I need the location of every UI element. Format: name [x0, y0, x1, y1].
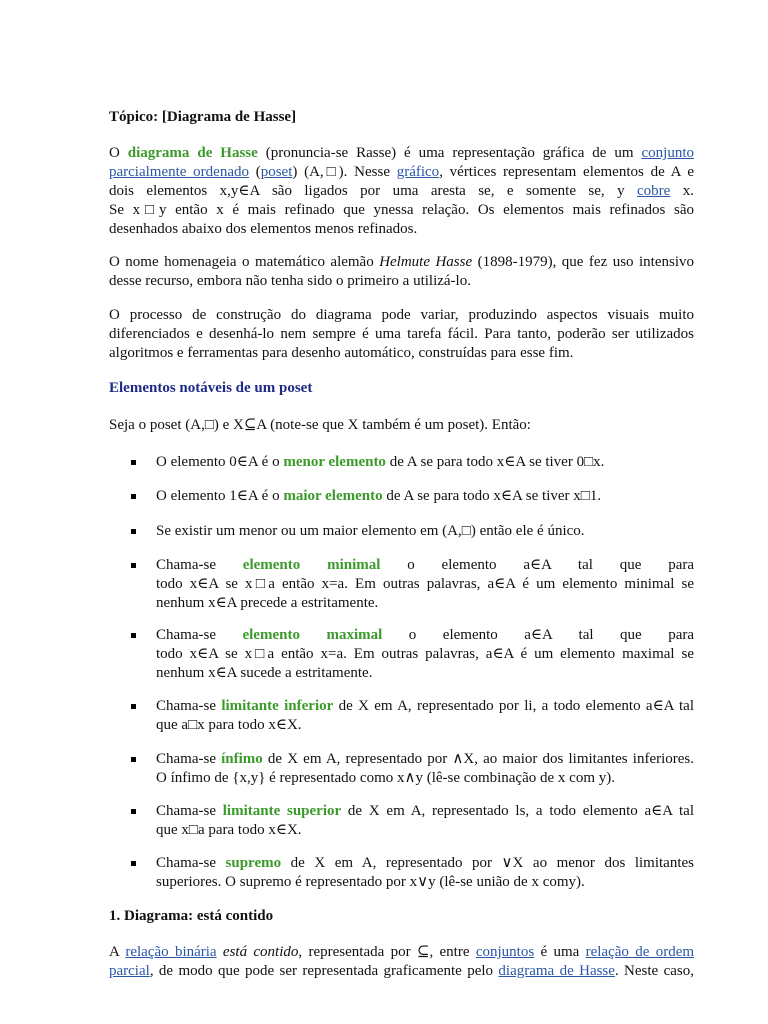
- bullet-icon: [131, 529, 136, 534]
- paragraph-text: O nome homenageia o matemático alemão: [109, 254, 380, 270]
- paragraph-line: [109, 253, 694, 272]
- list-item-line: [156, 594, 694, 613]
- paragraph-text: de X em A, representado ls, a todo elemento a∈A tal: [341, 803, 695, 819]
- list-item-text: [156, 626, 694, 683]
- bullet-icon: [131, 861, 136, 866]
- paragraph-text: Chama-se: [156, 698, 222, 714]
- link-relacao-de-ordem-parcial[interactable]: relação de ordem: [585, 944, 695, 960]
- paragraph-text: , de modo que pode ser representada graficamente pelo: [149, 963, 499, 979]
- paragraph-text: todo x∈A se x□a então x=a. Em outras palavras, a∈A é um elemento minimal se: [156, 576, 694, 592]
- paragraph-text: dois elementos x,y∈A são ligados por uma aresta se, e somente se, y: [109, 183, 638, 199]
- paragraph-line: [109, 962, 694, 981]
- bullet-icon: [131, 704, 136, 709]
- bullet-icon: [131, 633, 136, 638]
- list-item-text: [156, 453, 694, 472]
- paragraph-text: O ínfimo de {x,y} é representado como x∧y (lê-se combinação de x com y).: [156, 770, 615, 786]
- paragraph-text: todo x∈A se x□a então x=a. Em outras palavras, a∈A é um elemento maximal se: [156, 646, 694, 662]
- term-limitante-inferior: limitante inferior: [221, 698, 334, 714]
- paragraph-history: [109, 253, 694, 291]
- bullet-icon: [131, 563, 136, 568]
- term-elemento-maximal: elemento maximal: [242, 627, 383, 643]
- list-item-text: [156, 802, 694, 840]
- bullet-icon: [131, 757, 136, 762]
- page-title: [109, 108, 694, 127]
- list-item: [109, 802, 694, 840]
- paragraph-text: superiores. O supremo é representado por x∨y (lê-se união de x comy).: [156, 874, 585, 890]
- paragraph-text: de A se para todo x∈A se tiver x□1.: [382, 488, 602, 504]
- page-title-text: Tópico: [Diagrama de Hasse]: [109, 109, 297, 125]
- paragraph-line: [109, 344, 694, 363]
- paragraph-text: , vértices representam elementos de A e: [439, 164, 695, 180]
- paragraph-text: ) (A,□). Nesse: [292, 164, 397, 180]
- list-item-line: [156, 750, 694, 769]
- paragraph-text: de X em A, representado por li, a todo elemento a∈A tal: [333, 698, 695, 714]
- paragraph-line: [109, 943, 694, 962]
- term-supremo: supremo: [225, 855, 282, 871]
- bullet-icon: [131, 460, 136, 465]
- list-item-line: [156, 487, 694, 506]
- paragraph-text: nenhum x∈A precede a estritamente.: [156, 595, 379, 611]
- link-conjuntos[interactable]: conjuntos: [475, 944, 535, 960]
- paragraph-line: [109, 182, 694, 201]
- list-item: [109, 522, 694, 541]
- link-conjunto-parcialmente-ordenado[interactable]: conjunto: [641, 145, 694, 161]
- paragraph-text: O processo de construção do diagrama pode variar, produzindo aspectos visuais muito: [109, 307, 694, 323]
- term-menor-elemento: menor elemento: [283, 454, 386, 470]
- paragraph-closing: [109, 943, 694, 981]
- term-infimo: ínfimo: [221, 751, 263, 767]
- paragraph-text: Se existir um menor ou um maior elemento em (A,□) então ele é único.: [156, 523, 585, 539]
- section-heading-elementos-notaveis: [109, 379, 694, 398]
- paragraph-text: (pronuncia-se Rasse) é uma representação gráfica de um: [257, 145, 642, 161]
- section-heading-diagrama-esta-contido: [109, 907, 694, 926]
- paragraph-line: [109, 144, 694, 163]
- paragraph-text: desse recurso, embora não tenha sido o primeiro a utilizá-lo.: [109, 273, 471, 289]
- list-item-line: [156, 626, 694, 645]
- list-item-text: [156, 697, 694, 735]
- paragraph-text: Se x□y então x é mais refinado que ynessa relação. Os elementos mais refinados são: [109, 202, 694, 218]
- list-item-line: [156, 821, 694, 840]
- bullet-icon: [131, 494, 136, 499]
- paragraph-text: nenhum x∈A sucede a estritamente.: [156, 665, 373, 681]
- section-heading-text: 1. Diagrama: está contido: [109, 908, 274, 924]
- list-item-line: [156, 522, 694, 541]
- list-item: [109, 487, 694, 506]
- paragraph-text: O elemento 1∈A é o: [156, 488, 284, 504]
- list-item-text: [156, 522, 694, 541]
- paragraph-text: de X em A, representado por ∨X ao menor dos limitantes: [281, 855, 694, 871]
- section-heading-text: Elementos notáveis de um poset: [109, 380, 313, 396]
- link-poset[interactable]: poset: [260, 164, 293, 180]
- paragraph-construction: [109, 306, 694, 363]
- term-elemento-minimal: elemento minimal: [242, 557, 381, 573]
- paragraph-text: x.: [670, 183, 695, 199]
- paragraph-line: [109, 325, 694, 344]
- paragraph-intro: [109, 144, 694, 239]
- term-maior-elemento: maior elemento: [283, 488, 383, 504]
- paragraph-text: Chama-se: [156, 855, 226, 871]
- paragraph-line: [109, 163, 694, 182]
- paragraph-text: A: [109, 944, 126, 960]
- list-item-line: [156, 697, 694, 716]
- paragraph-text: que a□x para todo x∈X.: [156, 717, 302, 733]
- list-item-text: [156, 854, 694, 892]
- paragraph-text: diferenciados e desenhá-lo nem sempre é uma tarefa fácil. Para tanto, poderão ser utilizados: [109, 326, 694, 342]
- list-item-line: [156, 802, 694, 821]
- list-item-text: [156, 556, 694, 613]
- paragraph-text: desenhados abaixo dos elementos menos refinados.: [109, 221, 418, 237]
- paragraph-line: [109, 272, 694, 291]
- term-limitante-superior: limitante superior: [222, 803, 342, 819]
- list-intro-text: Seja o poset (A,□) e X⊆A (note-se que X também é um poset). Então:: [109, 417, 531, 433]
- paragraph-text: de X em A, representado por ∧X, ao maior dos limitantes inferiores.: [262, 751, 695, 767]
- list-item-line: [156, 575, 694, 594]
- paragraph-text: O elemento 0∈A é o: [156, 454, 284, 470]
- list-intro: [109, 416, 694, 435]
- paragraph-line: [109, 201, 694, 220]
- paragraph-text: Chama-se: [156, 557, 243, 573]
- link-grafico[interactable]: gráfico: [396, 164, 440, 180]
- emphasis-esta-contido: está contido: [222, 944, 299, 960]
- list-item-line: [156, 854, 694, 873]
- list-item-line: [156, 453, 694, 472]
- list-item: [109, 453, 694, 472]
- paragraph-text: Chama-se: [156, 627, 243, 643]
- list-item: [109, 697, 694, 735]
- list-item-text: [156, 750, 694, 788]
- list-item: [109, 750, 694, 788]
- paragraph-text: O: [109, 145, 128, 161]
- list-item: [109, 854, 694, 892]
- link-conjunto-parcialmente-ordenado[interactable]: parcialmente ordenado: [109, 164, 249, 180]
- list-item-text: [156, 487, 694, 506]
- paragraph-text: é uma: [534, 944, 586, 960]
- paragraph-text: Chama-se: [156, 803, 223, 819]
- paragraph-text: o elemento a∈A tal que para: [382, 627, 694, 643]
- link-diagrama-de-hasse[interactable]: diagrama de Hasse: [498, 963, 615, 979]
- list-item: [109, 556, 694, 613]
- emphasis-helmute-hasse: Helmute Hasse: [379, 254, 473, 270]
- paragraph-text: , representada por ⊆, entre: [298, 944, 476, 960]
- bullet-icon: [131, 809, 136, 814]
- paragraph-text: de A se para todo x∈A se tiver 0□x.: [385, 454, 605, 470]
- link-relacao-de-ordem-parcial[interactable]: parcial: [109, 963, 150, 979]
- paragraph-text: o elemento a∈A tal que para: [380, 557, 694, 573]
- paragraph-line: [109, 220, 694, 239]
- paragraph-text: que x□a para todo x∈X.: [156, 822, 302, 838]
- list-item-line: [156, 716, 694, 735]
- paragraph-text: . Neste caso,: [614, 963, 694, 979]
- paragraph-text: algoritmos e ferramentas para desenho automático, construídas para esse fim.: [109, 345, 574, 361]
- link-cobre[interactable]: cobre: [637, 183, 671, 199]
- paragraph-text: (: [249, 164, 261, 180]
- list-item-line: [156, 873, 694, 892]
- paragraph-text: (1898-1979), que fez uso intensivo: [472, 254, 694, 270]
- list-item-line: [156, 664, 694, 683]
- term-diagrama-de-hasse: diagrama de Hasse: [127, 145, 258, 161]
- paragraph-line: [109, 306, 694, 325]
- list-item: [109, 626, 694, 683]
- link-relacao-binaria[interactable]: relação binária: [125, 944, 217, 960]
- paragraph-text: Chama-se: [156, 751, 222, 767]
- list-item-line: [156, 645, 694, 664]
- list-item-line: [156, 769, 694, 788]
- list-item-line: [156, 556, 694, 575]
